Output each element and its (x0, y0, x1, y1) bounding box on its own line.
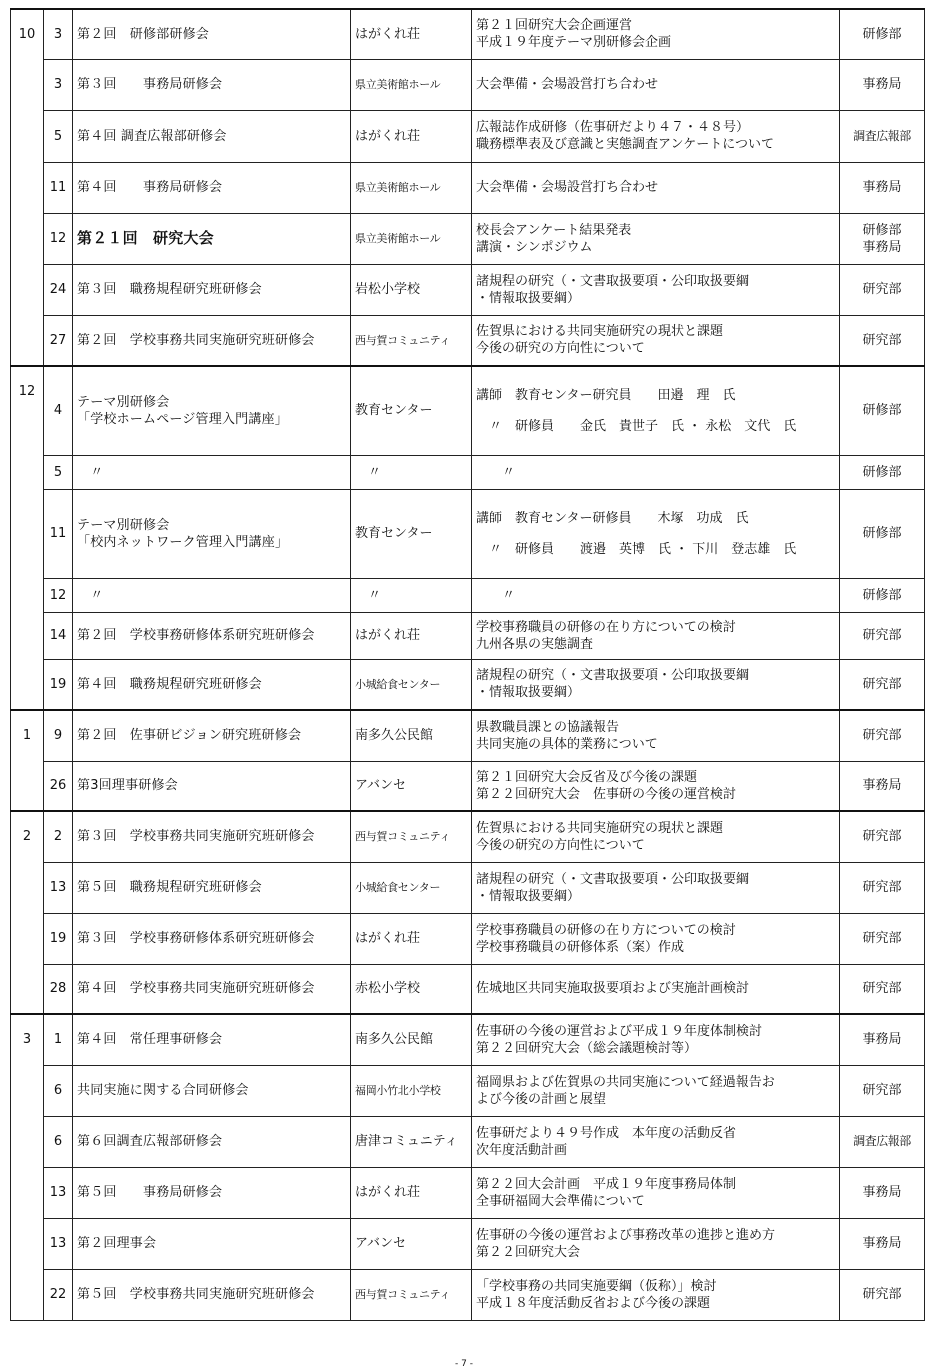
content-line: 佐賀県における共同実施研究の現状と課題 (476, 324, 724, 340)
content-line: 講師 教育センター研修員 木塚 功成 氏 (476, 510, 749, 526)
schedule-row (11, 110, 925, 162)
content-cell (472, 59, 840, 110)
schedule-row (11, 659, 925, 710)
place-cell: はがくれ荘 (351, 612, 472, 659)
schedule-row (11, 1014, 925, 1065)
schedule-row (11, 1065, 925, 1116)
content-cell (472, 1014, 840, 1065)
content-cell (472, 213, 840, 264)
day-cell: 19 (44, 659, 73, 710)
content-cell (472, 1065, 840, 1116)
event-line: 第５回 事務局研修会 (77, 1185, 223, 1200)
month-cell: 1 (11, 710, 44, 811)
content-line: 大会準備・会場設営打ち合わせ (476, 77, 659, 92)
content-line: ・情報取扱要綱） (476, 290, 581, 306)
content-line (476, 404, 835, 418)
place-cell: 〃 (351, 455, 472, 489)
place-cell: アバンセ (351, 761, 472, 811)
content-line: 校長会アンケート結果発表 (476, 222, 632, 238)
place-cell: 県立美術館ホール (351, 162, 472, 213)
dept-cell (840, 264, 925, 315)
schedule-body (11, 9, 925, 1320)
schedule-row (11, 315, 925, 366)
place-cell: 小城給食センター (351, 862, 472, 913)
event-line: 第２回 学校事務共同実施研究班研修会 (77, 332, 315, 348)
place-cell: アバンセ (351, 1218, 472, 1269)
day-cell: 28 (44, 964, 73, 1014)
schedule-row (11, 162, 925, 213)
place-cell: 南多久公民館 (351, 1014, 472, 1065)
day-cell: 4 (44, 366, 73, 455)
dept-label: 研修部 (862, 222, 902, 238)
event-line: 〃 (77, 464, 104, 480)
content-line: 第２２回研究大会（総会議題検討等） (476, 1040, 698, 1056)
content-cell (472, 366, 840, 455)
event-cell (73, 811, 351, 862)
month-cell: 3 (11, 1014, 44, 1320)
event-line: 〃 (77, 587, 104, 603)
day-cell: 3 (44, 9, 73, 59)
day-cell: 11 (44, 162, 73, 213)
content-cell (472, 264, 840, 315)
event-cell (73, 1065, 351, 1116)
event-line: 第５回 学校事務共同実施研究班研修会 (77, 1287, 315, 1302)
dept-label: 研修部 (862, 464, 902, 480)
content-line: 諸規程の研究（・文書取扱要項・公印取扱要綱 (476, 871, 750, 887)
content-cell (472, 612, 840, 659)
dept-cell (840, 612, 925, 659)
dept-label: 研修部 (862, 587, 902, 603)
event-cell (73, 659, 351, 710)
event-line: 第４回 職務規程研究班研修会 (77, 676, 262, 692)
event-cell (73, 213, 351, 264)
dept-label: 研修部 (862, 403, 902, 419)
content-line: 大会準備・会場設営打ち合わせ (476, 180, 659, 195)
place-cell: 岩松小学校 (351, 264, 472, 315)
schedule-row (11, 811, 925, 862)
place-cell: 福岡小竹北小学校 (351, 1065, 472, 1116)
content-cell (472, 913, 840, 964)
event-cell (73, 9, 351, 59)
schedule-row (11, 862, 925, 913)
event-cell (73, 366, 351, 455)
content-cell (472, 315, 840, 366)
place-cell: 〃 (351, 578, 472, 612)
dept-label: 研究部 (862, 676, 902, 692)
day-cell: 22 (44, 1269, 73, 1320)
content-line: 佐城地区共同実施取扱要項および実施計画検討 (476, 981, 750, 997)
schedule-row (11, 1167, 925, 1218)
day-cell: 26 (44, 761, 73, 811)
content-line: 福岡県および佐賀県の共同実施について経過報告お (476, 1074, 775, 1090)
event-line: 第２回 学校事務研修体系研究班研修会 (77, 628, 315, 643)
event-cell (73, 1014, 351, 1065)
content-line: 佐事研だより４９号作成 本年度の活動反省 (476, 1125, 737, 1141)
dept-cell (840, 162, 925, 213)
event-cell (73, 913, 351, 964)
dept-label: 研究部 (862, 728, 902, 744)
event-line: 第３回 学校事務共同実施研究班研修会 (77, 829, 315, 845)
event-line: 第3回理事研修会 (77, 778, 178, 794)
dept-label: 研究部 (862, 829, 902, 845)
event-line: 「校内ネットワーク管理入門講座」 (77, 534, 289, 550)
content-line: 〃 (502, 587, 516, 603)
day-cell: 5 (44, 110, 73, 162)
place-cell: 教育センター (351, 366, 472, 455)
content-cell (472, 1218, 840, 1269)
dept-label: 研究部 (862, 1287, 902, 1302)
place-cell: 西与賀コミュニティ (351, 1269, 472, 1320)
dept-label: 調査広報部 (853, 128, 911, 143)
event-cell (73, 315, 351, 366)
content-cell (472, 162, 840, 213)
content-cell (472, 489, 840, 578)
content-line: 今後の研究の方向性について (476, 837, 645, 853)
day-cell: 5 (44, 455, 73, 489)
dept-label: 研修部 (862, 26, 902, 42)
dept-cell (840, 489, 925, 578)
schedule-row (11, 264, 925, 315)
event-cell (73, 710, 351, 761)
content-line: 佐賀県における共同実施研究の現状と課題 (476, 820, 724, 836)
content-line: 今後の研究の方向性について (476, 341, 645, 357)
event-cell (73, 1269, 351, 1320)
dept-cell (840, 862, 925, 913)
content-cell (472, 710, 840, 761)
content-line: 諸規程の研究（・文書取扱要項・公印取扱要綱 (476, 273, 750, 289)
event-line: 第６回調査広報部研修会 (77, 1134, 223, 1149)
content-cell (472, 1167, 840, 1218)
page-number: - 7 - (455, 1359, 473, 1369)
event-line: 第５回 職務規程研究班研修会 (77, 880, 262, 895)
place-cell: 県立美術館ホール (351, 213, 472, 264)
day-cell: 19 (44, 913, 73, 964)
content-cell (472, 659, 840, 710)
event-line: 第４回 事務局研修会 (77, 180, 223, 195)
content-line: 学校事務職員の研修の在り方についての検討 (476, 619, 736, 635)
event-line: 「学校ホームページ管理入門講座」 (77, 411, 288, 427)
content-cell (472, 578, 840, 612)
event-cell (73, 264, 351, 315)
event-cell (73, 761, 351, 811)
content-line: 諸規程の研究（・文書取扱要項・公印取扱要綱 (476, 668, 750, 684)
event-cell (73, 489, 351, 578)
dept-cell (840, 811, 925, 862)
schedule-row (11, 1269, 925, 1320)
dept-cell (840, 1014, 925, 1065)
content-line: 平成１８年度活動反省および今後の課題 (476, 1295, 711, 1311)
event-line: 第２回 佐事研ビジョン研究班研修会 (77, 728, 302, 744)
event-line: 第３回 学校事務研修体系研究班研修会 (77, 931, 315, 946)
content-line: 第２２回大会計画 平成１９年度事務局体制 (476, 1176, 737, 1192)
schedule-row (11, 1218, 925, 1269)
content-line (476, 527, 835, 541)
event-cell (73, 862, 351, 913)
place-cell: 教育センター (351, 489, 472, 578)
dept-cell (840, 1167, 925, 1218)
day-cell: 13 (44, 1218, 73, 1269)
dept-label: 調査広報部 (853, 1134, 911, 1148)
dept-label: 研究部 (862, 931, 902, 946)
schedule-table (10, 8, 925, 1321)
place-cell: はがくれ荘 (351, 110, 472, 162)
month-cell: 2 (11, 811, 44, 1014)
event-cell (73, 162, 351, 213)
schedule-row (11, 710, 925, 761)
schedule-row (11, 1116, 925, 1167)
schedule-row (11, 489, 925, 578)
content-cell (472, 811, 840, 862)
content-line: ・情報取扱要綱） (476, 888, 581, 904)
event-cell (73, 59, 351, 110)
dept-cell (840, 1269, 925, 1320)
dept-cell (840, 1065, 925, 1116)
dept-cell (840, 213, 925, 264)
content-line: 広報誌作成研修（佐事研だより４７・４８号） (476, 120, 750, 135)
content-line: 県教職員課との協議報告 (476, 719, 620, 735)
content-line: 共同実施の具体的業務について (476, 736, 658, 752)
place-cell: 南多久公民館 (351, 710, 472, 761)
content-line: 学校事務職員の研修体系（案）作成 (476, 939, 685, 955)
dept-label: 研究部 (862, 880, 902, 895)
content-line: 次年度活動計画 (476, 1142, 568, 1158)
dept-label: 事務局 (862, 180, 902, 195)
day-cell: 3 (44, 59, 73, 110)
dept-cell (840, 9, 925, 59)
dept-label: 研究部 (862, 981, 902, 997)
dept-cell (840, 913, 925, 964)
event-line: 第３回 事務局研修会 (77, 77, 223, 92)
event-line: 第２回理事会 (77, 1236, 157, 1251)
dept-cell (840, 315, 925, 366)
event-cell (73, 1218, 351, 1269)
place-cell: 西与賀コミュニティ (351, 315, 472, 366)
day-cell: 6 (44, 1116, 73, 1167)
dept-label: 事務局 (862, 1185, 902, 1200)
dept-label: 研究部 (862, 1083, 902, 1098)
content-line: 佐事研の今後の運営および平成１９年度体制検討 (476, 1023, 763, 1039)
content-cell (472, 1269, 840, 1320)
dept-cell (840, 964, 925, 1014)
dept-cell (840, 1116, 925, 1167)
content-line: 九州各県の実態調査 (476, 636, 594, 652)
event-cell (73, 964, 351, 1014)
dept-cell (840, 578, 925, 612)
content-line: 第２１回研究大会反省及び今後の課題 (476, 769, 698, 785)
event-line: 第４回 調査広報部研修会 (77, 128, 227, 144)
dept-cell (840, 366, 925, 455)
content-cell (472, 1116, 840, 1167)
dept-label: 事務局 (862, 778, 902, 794)
content-cell (472, 761, 840, 811)
day-cell: 13 (44, 1167, 73, 1218)
dept-cell (840, 659, 925, 710)
content-line: 〃 (502, 464, 516, 480)
dept-cell (840, 455, 925, 489)
content-line: よび今後の計画と展望 (476, 1091, 607, 1107)
schedule-row (11, 964, 925, 1014)
schedule-row (11, 578, 925, 612)
day-cell: 12 (44, 578, 73, 612)
dept-label: 事務局 (862, 77, 902, 92)
place-cell: はがくれ荘 (351, 9, 472, 59)
day-cell: 27 (44, 315, 73, 366)
event-line: テーマ別研修会 (77, 394, 170, 410)
event-line: 第２回 研修部研修会 (77, 26, 210, 42)
place-cell: 県立美術館ホール (351, 59, 472, 110)
content-line: 学校事務職員の研修の在り方についての検討 (476, 922, 736, 938)
event-cell (73, 455, 351, 489)
day-cell: 14 (44, 612, 73, 659)
content-line: 全事研福岡大会準備について (476, 1193, 645, 1209)
content-line: 佐事研の今後の運営および事務改革の進捗と進め方 (476, 1227, 776, 1243)
dept-label: 事務局 (862, 1032, 902, 1048)
month-cell: 12 (11, 366, 44, 710)
schedule-row (11, 9, 925, 59)
content-line: 第２２回研究大会 佐事研の今後の運営検討 (476, 786, 737, 802)
dept-cell (840, 110, 925, 162)
day-cell: 1 (44, 1014, 73, 1065)
event-cell (73, 612, 351, 659)
content-cell (472, 9, 840, 59)
schedule-row (11, 59, 925, 110)
content-line: 講演・シンポジウム (476, 239, 593, 255)
schedule-row (11, 366, 925, 455)
day-cell: 9 (44, 710, 73, 761)
dept-label: 事務局 (862, 239, 902, 255)
content-cell (472, 862, 840, 913)
content-line: 平成１９年度テーマ別研修会企画 (476, 35, 672, 51)
day-cell: 2 (44, 811, 73, 862)
schedule-row (11, 761, 925, 811)
content-cell (472, 110, 840, 162)
content-line: 〃 研修員 渡邉 英博 氏 ・ 下川 登志雄 氏 (476, 541, 797, 557)
day-cell: 24 (44, 264, 73, 315)
dept-cell (840, 761, 925, 811)
content-line: 第２２回研究大会 (476, 1244, 581, 1260)
content-line: ・情報取扱要綱） (476, 685, 581, 701)
dept-label: 研究部 (862, 628, 902, 643)
content-line: 講師 教育センター研究員 田邉 理 氏 (476, 387, 736, 403)
event-cell (73, 1116, 351, 1167)
event-cell (73, 578, 351, 612)
dept-cell (840, 710, 925, 761)
place-cell: 赤松小学校 (351, 964, 472, 1014)
event-line: 第４回 常任理事研修会 (77, 1032, 223, 1048)
place-cell: はがくれ荘 (351, 913, 472, 964)
place-cell: 西与賀コミュニティ (351, 811, 472, 862)
schedule-row (11, 612, 925, 659)
dept-label: 研究部 (862, 282, 902, 297)
event-cell (73, 1167, 351, 1218)
event-line: テーマ別研修会 (77, 517, 170, 533)
day-cell: 6 (44, 1065, 73, 1116)
content-line: 第２１回研究大会企画運営 (476, 18, 633, 34)
day-cell: 12 (44, 213, 73, 264)
dept-label: 事務局 (862, 1236, 902, 1251)
dept-cell (840, 1218, 925, 1269)
event-line: 第３回 職務規程研究班研修会 (77, 282, 262, 297)
place-cell: はがくれ荘 (351, 1167, 472, 1218)
day-cell: 11 (44, 489, 73, 578)
event-line: 第２１回 研究大会 (77, 229, 214, 247)
dept-label: 研究部 (862, 332, 902, 348)
event-line: 共同実施に関する合同研修会 (77, 1083, 249, 1098)
month-cell: 10 (11, 9, 44, 366)
dept-cell (840, 59, 925, 110)
content-line: 職務標準表及び意識と実態調査アンケートについて (476, 137, 774, 152)
content-line: 「学校事務の共同実施要綱（仮称）」検討 (476, 1278, 717, 1294)
schedule-row (11, 213, 925, 264)
dept-label: 研修部 (862, 526, 902, 541)
content-line: 〃 研修員 金氏 貴世子 氏 ・ 永松 文代 氏 (476, 418, 797, 434)
place-cell: 小城給食センター (351, 659, 472, 710)
place-cell: 唐津コミュニティ (351, 1116, 472, 1167)
event-cell (73, 110, 351, 162)
content-cell (472, 964, 840, 1014)
content-cell (472, 455, 840, 489)
day-cell: 13 (44, 862, 73, 913)
event-line: 第４回 学校事務共同実施研究班研修会 (77, 981, 315, 997)
schedule-row (11, 913, 925, 964)
schedule-row (11, 455, 925, 489)
